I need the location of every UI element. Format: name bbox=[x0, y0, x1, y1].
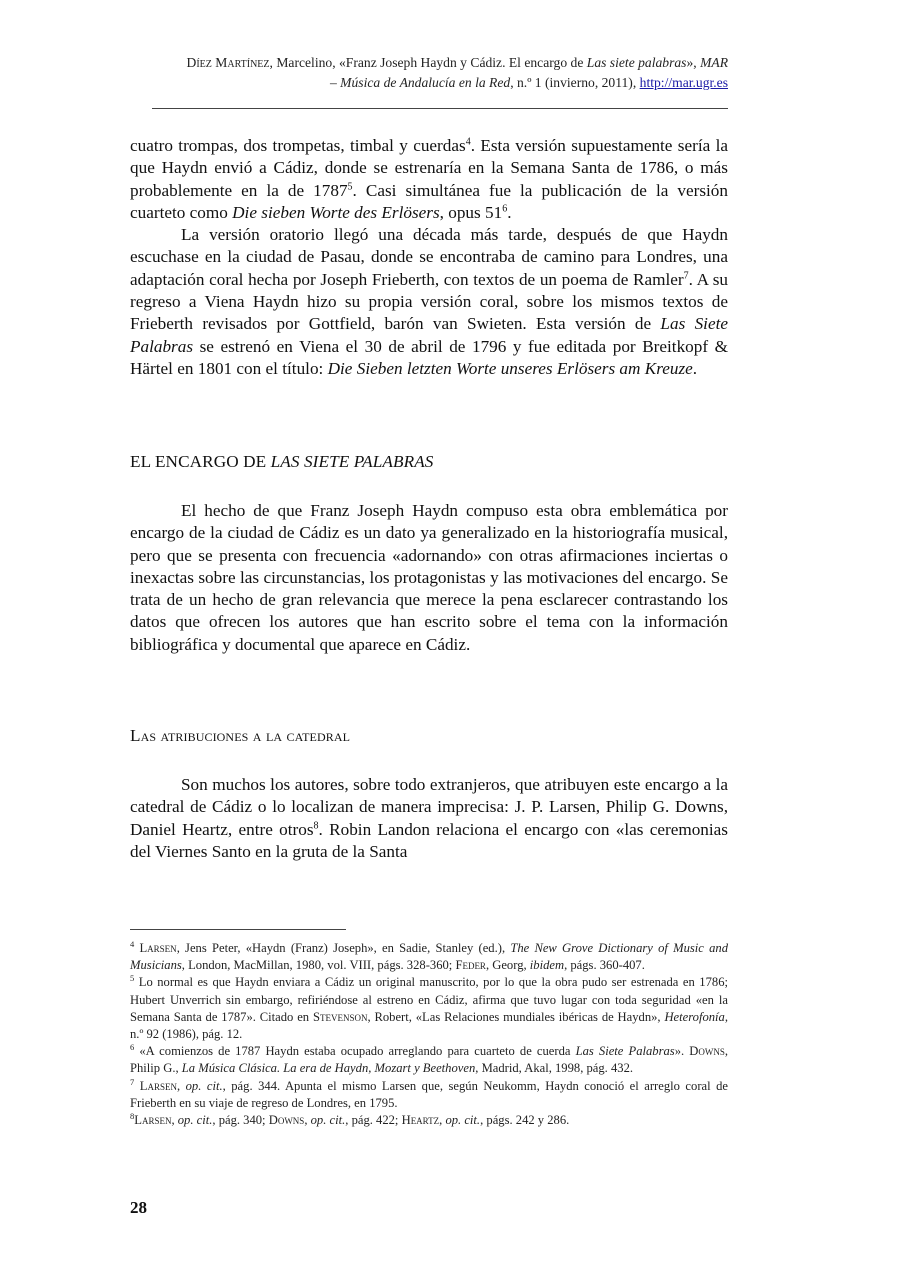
footnote-6-number: 6 bbox=[130, 1042, 135, 1053]
footnote-4-text-b: , London, MacMillan, 1980, vol. VIII, págs. 328-360; bbox=[181, 958, 456, 973]
footnote-4-number: 4 bbox=[130, 938, 135, 949]
footnote-8-text-c: , bbox=[304, 1113, 311, 1128]
footnote-8-text-b: , pág. 340; bbox=[212, 1113, 269, 1128]
paragraph-2-text-c: se estrenó en Viena el 30 de abril de 1796 y fue editada por Breitkopf & Härtel en 1801 con el título: bbox=[130, 336, 728, 378]
footnote-8-author-2: Downs bbox=[268, 1113, 305, 1128]
paragraph-1 bbox=[130, 135, 728, 224]
footnote-4-text-d: , págs. 360-407. bbox=[564, 958, 645, 973]
paragraph-2-text-a: La versión oratorio llegó una década más tarde, después de que Haydn escuchase en la ciudad de Pasau, donde se encontraba de camino para Londres, una adaptación coral hecha por Joseph Frieberth, con textos de un poema de Ramler bbox=[130, 225, 728, 289]
footnote-rule bbox=[130, 929, 346, 930]
paragraph-1-text-d: , opus 51 bbox=[439, 202, 503, 222]
header-author-surname: Díez Martínez bbox=[186, 55, 270, 70]
footnote-6-title-2: La Música Clásica. La era de Haydn, Mozart y Beethoven bbox=[181, 1061, 476, 1076]
footnote-4-text-c: , Georg, bbox=[485, 958, 530, 973]
footnote-8 bbox=[130, 1112, 728, 1129]
footnote-6-author: Downs bbox=[689, 1044, 725, 1059]
page-number: 28 bbox=[130, 1198, 147, 1217]
paragraph-2-title-1: Las Siete Palabras bbox=[130, 314, 728, 356]
footnote-8-opcit-3: op. cit. bbox=[445, 1113, 481, 1128]
footnote-ref-7[interactable]: 7 bbox=[683, 270, 689, 282]
paragraph-2-title-2: Die Sieben letzten Worte unseres Erlösers am Kreuze bbox=[327, 358, 693, 378]
footnote-6-text-d: , Madrid, Akal, 1998, pág. 432. bbox=[475, 1061, 634, 1076]
footnote-8-author-1: Larsen bbox=[134, 1113, 172, 1128]
footnote-8-author-3: Heartz bbox=[401, 1113, 440, 1128]
footnote-8-text-a: , bbox=[171, 1113, 178, 1128]
section-heading-atribuciones: Las atribuciones a la catedral bbox=[130, 726, 351, 745]
footnote-8-text-e: , bbox=[439, 1113, 446, 1128]
footnote-4-text-a: , Jens Peter, «Haydn (Franz) Joseph», en Sadie, Stanley (ed.), bbox=[176, 941, 511, 955]
paragraph-2-text-b: . A su regreso a Viena Haydn hizo su propia versión coral, sobre los mismos textos de Frieberth revisados por Gottfield, barón van Swieten. Esta versión de bbox=[130, 269, 728, 334]
footnote-7-opcit: op. cit. bbox=[185, 1078, 223, 1093]
footnote-7-text-b: , pág. 344. Apunta el mismo Larsen que, según Neukomm, Haydn conoció el arreglo coral de Frieberth en su viaje de regreso de Londres, en 1795. bbox=[130, 1078, 728, 1110]
footnote-ref-8[interactable]: 8 bbox=[313, 819, 319, 831]
header-journal-link[interactable]: http://mar.ugr.es bbox=[639, 75, 728, 90]
paragraph-3: El hecho de que Franz Joseph Haydn compuso esta obra emblemática por encargo de la ciudad de Cádiz es un dato ya generalizado en la historiografía musical, pero que se presenta con frecuencia «adornando» con otras afirmaciones inciertas o inexactas sobre las circunstancias, los protagonistas y las motivaciones del encargo. Se trata de un hecho de gran relevancia que merece la pena esclarecer contrastando los datos que ofrecen los autores que han escrito sobre el tema con la información bibliográfica y documental que aparece en Cádiz. bbox=[130, 501, 728, 654]
header-journal-abbr: MAR bbox=[700, 55, 728, 70]
header-journal-name: – Música de Andalucía en la Red bbox=[329, 75, 511, 90]
footnote-ref-4[interactable]: 4 bbox=[465, 136, 471, 148]
footnote-8-text-f: , págs. 242 y 286. bbox=[480, 1113, 570, 1128]
section-heading-encargo bbox=[130, 451, 728, 473]
paragraph-versions bbox=[130, 135, 728, 380]
paragraph-2 bbox=[130, 224, 728, 380]
paragraph-2-text-d: . bbox=[692, 358, 698, 378]
paragraph-1-title: Die sieben Worte des Erlösers bbox=[232, 202, 440, 222]
paragraph-4-text-b: . Robin Landon relaciona el encargo con «las ceremonias del Viernes Santo en la gruta de la Santa bbox=[130, 819, 728, 861]
footnote-ref-6[interactable]: 6 bbox=[502, 203, 508, 215]
footnote-4-ibidem: ibidem bbox=[529, 958, 565, 973]
paragraph-1-text-b: . Esta versión supuestamente sería la que Haydn envió a Cádiz, donde se estrenaría en la Semana Santa de 1786, o más probablemente en la de 1787 bbox=[130, 136, 728, 200]
footnote-6-title-1: Las Siete Palabras bbox=[575, 1044, 675, 1059]
section-heading-encargo-plain: EL ENCARGO DE bbox=[130, 452, 271, 471]
section-heading-encargo-italic: LAS SIETE PALABRAS bbox=[270, 452, 434, 471]
footnote-8-number: 8 bbox=[130, 1110, 135, 1121]
header-author-rest: , Marcelino, «Franz Joseph Haydn y Cádiz. El encargo de bbox=[269, 55, 587, 70]
footnotes bbox=[130, 940, 728, 1129]
footnote-4-author: Larsen bbox=[139, 941, 177, 955]
paragraph-1-text-a: cuatro trompas, dos trompetas, timbal y cuerdas bbox=[130, 136, 466, 155]
paragraph-4-text-a: Son muchos los autores, sobre todo extranjeros, que atribuyen este encargo a la catedral de Cádiz o lo localizan de manera imprecisa: J. P. Larsen, Philip G. Downs, Daniel Heartz, entre otros bbox=[130, 775, 728, 839]
footnote-8-opcit-2: op. cit. bbox=[310, 1113, 346, 1128]
footnote-4-author-2: Feder bbox=[455, 958, 486, 973]
header-issue: , n.º 1 (invierno, 2011), bbox=[510, 75, 640, 90]
running-header bbox=[130, 53, 728, 93]
footnote-5-author: Stevenson bbox=[312, 1009, 368, 1024]
footnote-5-text-a: Lo normal es que Haydn enviara a Cádiz un original manuscrito, por lo que la obra pudo ser estrenada en 1786; Hubert Unverrich sin embargo, refiriéndose al estreno en Cádiz, afirma que tuvo lugar con toda seguridad «en la Semana Santa de 1787». Citado en bbox=[130, 975, 728, 1024]
footnote-6-text-b: ». bbox=[674, 1044, 690, 1059]
footnote-8-text-d: , pág. 422; bbox=[345, 1113, 402, 1128]
footnote-5-number: 5 bbox=[130, 973, 135, 984]
footnote-7-text-a: , bbox=[176, 1078, 186, 1093]
footnote-5-text-b: , Robert, «Las Relaciones mundiales ibéricas de Haydn», bbox=[367, 1009, 665, 1024]
header-rule bbox=[152, 108, 728, 109]
footnote-6 bbox=[130, 1043, 728, 1077]
footnote-5-text-c: , n.º 92 (1986), pág. 12. bbox=[130, 1009, 728, 1042]
paragraph-1-text-c: . Casi simultánea fue la publicación de la versión cuarteto como bbox=[130, 180, 728, 222]
paragraph-1-text-e: . bbox=[507, 202, 512, 222]
footnote-7-number: 7 bbox=[130, 1076, 135, 1087]
footnote-5 bbox=[130, 974, 728, 1043]
footnote-5-journal: Heterofonía bbox=[664, 1009, 725, 1024]
footnote-6-text-c: , Philip G., bbox=[130, 1044, 729, 1076]
paragraph-encargo bbox=[130, 500, 728, 656]
header-after-title: », bbox=[686, 55, 701, 70]
footnote-6-text-a: «A comienzos de 1787 Haydn estaba ocupado arreglando para cuarteto de cuerda bbox=[139, 1044, 576, 1059]
paragraph-atribuciones bbox=[130, 774, 728, 863]
footnote-7 bbox=[130, 1078, 728, 1112]
footnote-7-author: Larsen bbox=[139, 1078, 177, 1093]
footnote-4 bbox=[130, 940, 728, 974]
paragraph-4 bbox=[130, 774, 728, 863]
footnote-ref-5[interactable]: 5 bbox=[347, 180, 353, 192]
footnote-8-opcit-1: op. cit. bbox=[177, 1113, 213, 1128]
header-work-title: Las siete palabras bbox=[586, 55, 687, 70]
footnote-4-title: The New Grove Dictionary of Music and Musicians bbox=[130, 941, 728, 973]
